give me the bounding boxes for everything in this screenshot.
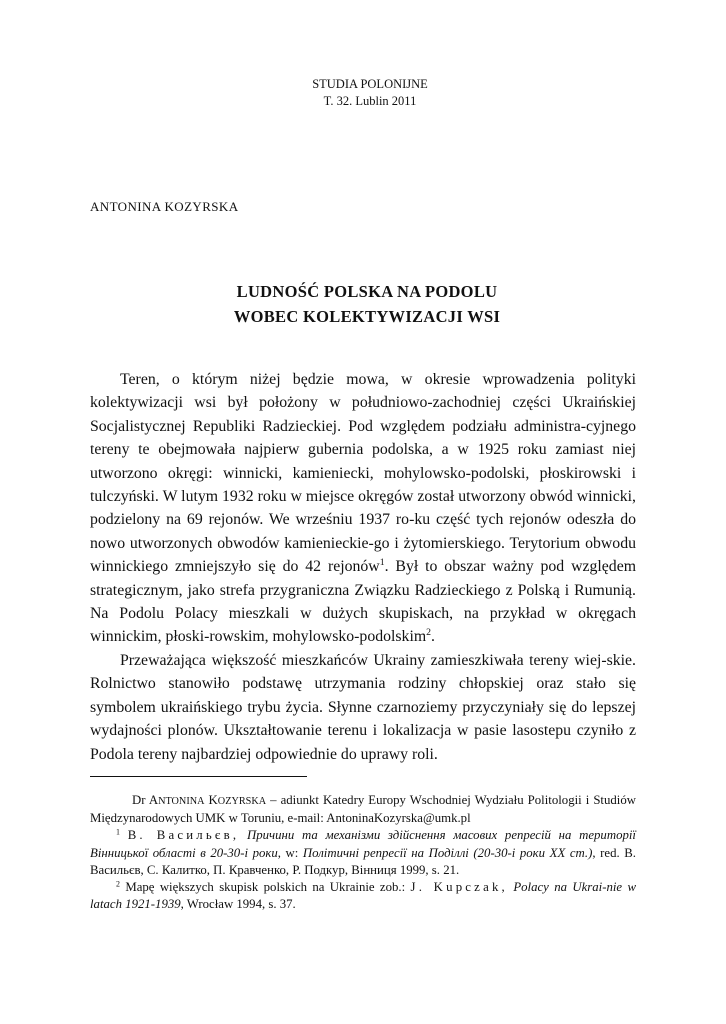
paragraph-1-text-a: Teren, o którym niżej będzie mowa, w okresie wprowadzenia polityki kolektywizacji wsi był położony w południowo-zachodniej części Ukraińskiej Socjalistycznej Republiki Radzieckiej. Pod względem podziału administra-cyjnego tereny te obejmowała najpierw gubernia podolska, a w 1925 roku zamiast niej utworzono okręgi: winnicki, kamieniecki, mohylowsko-podolski, płoskirowski i tulczyński. W lutym 1932 roku w miejsce okręgów został utworzony obwód winnicki, podzielony na 69 rejonów. We wrześniu 1937 ro-ku część tych rejonów odeszła do nowo utworzonych obwodów kamienieckie-go i żytomierskiego. Terytorium obwodu winnickiego zmniejszyło się do 42 rejonów <box>90 371 636 576</box>
footnote-1-mid: , w: <box>277 845 303 860</box>
paragraph-1-text-b: . Był to obszar ważny pod względem strategicznym, jako strefa przygraniczna Związku Radzieckiego z Polską i Rumunią. Na Podolu Polacy mieszkali w dużych skupiskach, na przykład w okręgach winnickim, płoski-rowskim, mohylowsko-podolskim <box>90 558 636 646</box>
body-paragraph-1 <box>90 368 636 649</box>
footnote-1-number: 1 <box>116 827 120 837</box>
article-body <box>90 368 636 766</box>
footnote-2-author: J. Kupczak, <box>410 880 508 895</box>
affiliation-name-initial-2: K <box>208 793 218 807</box>
footnote-ref-2: 2 <box>426 627 432 639</box>
footnote-2-number: 2 <box>116 879 120 889</box>
journal-name: STUDIA POLONIJNE <box>312 77 428 91</box>
author-name: ANTONINA KOZYRSKA <box>90 199 239 214</box>
affiliation-name-rest-2: OZYRSKA <box>217 796 267 807</box>
journal-volume: T. 32. Lublin 2011 <box>323 94 417 108</box>
affiliation-prefix: Dr <box>132 793 149 807</box>
footnote-2-text: Mapę większych skupisk polskich na Ukrainie zob.: <box>125 880 411 895</box>
footnote-1-rest: , red. В. Васильєв, С. Калитко, П. Кравченко, Р. Подкур, Вінниця 1999, s. 21. <box>90 845 636 877</box>
footnote-divider <box>90 776 307 777</box>
paragraph-1-text-c: . <box>431 628 435 646</box>
title-line-2: WOBEC KOLEKTYWIZACJI WSI <box>233 307 501 326</box>
footnotes <box>90 792 636 913</box>
footnote-1 <box>90 827 636 879</box>
footnote-1-title-2: Політичні репресії на Поділлі (20-30-і роки XX ст.) <box>302 845 593 860</box>
footnote-ref-1: 1 <box>379 557 385 569</box>
footnote-2-rest: , Wrocław 1994, s. 37. <box>180 897 296 912</box>
footnote-2 <box>90 879 636 913</box>
author-affiliation-note <box>90 792 636 827</box>
journal-header <box>0 76 726 110</box>
footnote-1-author: В. Васильєв, <box>127 828 240 843</box>
footnote-1-title: Причини та механізми здійснення масових репресій на території Вінницької області в 20-30-і роки <box>90 828 636 860</box>
title-line-1: LUDNOŚĆ POLSKA NA PODOLU <box>236 282 498 301</box>
body-paragraph-2: Przeważająca większość mieszkańców Ukrainy zamieszkiwała tereny wiej-skie. Rolnictwo stanowiło podstawę utrzymania rodziny chłopskiej oraz stało się symbolem ukraińskiego trybu życia. Słynne czarnoziemy przyczyniały się do lepszej wydajności plonów. Ukształtowanie terenu i lokalizacja w pasie lasostepu czyniło z Podola tereny najbardziej odpowiednie do uprawy roli. <box>90 651 636 763</box>
footnote-2-title: Polacy na Ukrai-nie w latach 1921-1939 <box>90 880 636 912</box>
affiliation-text: – adiunkt Katedry Europy Wschodniej Wydziału Politologii i Studiów Międzynarodowych UMK w Toruniu, e-mail: AntoninaKozyrska@umk.pl <box>90 793 636 826</box>
affiliation-name-rest-1: NTONINA <box>158 796 205 807</box>
article-title <box>0 279 726 329</box>
affiliation-name-initial-1: A <box>148 793 159 807</box>
